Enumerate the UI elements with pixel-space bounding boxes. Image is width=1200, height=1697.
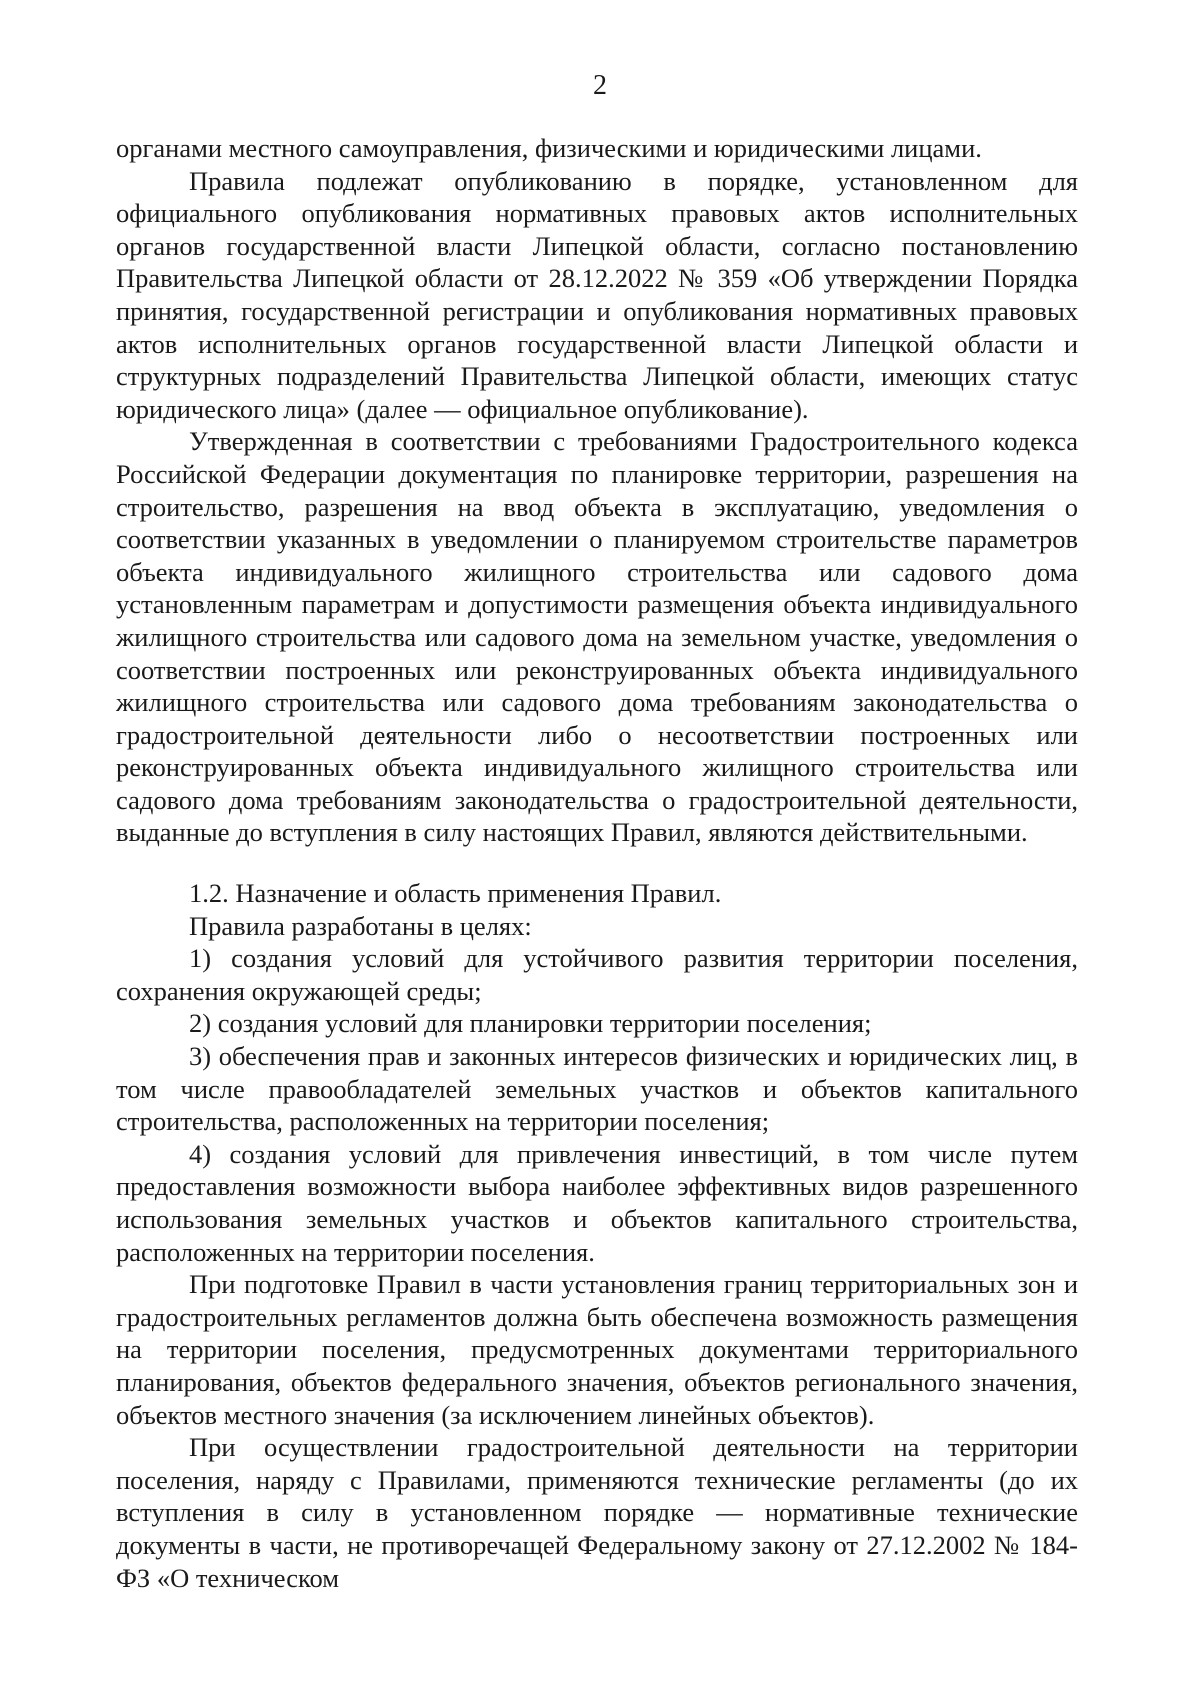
list-item-2: 2) создания условий для планировки территории поселения; <box>189 1008 872 1039</box>
paragraph-goals-intro: Правила разработаны в целях: <box>189 910 532 941</box>
document-body <box>116 132 1078 1594</box>
list-item-4: 4) создания условий для привлечения инвестиций, в том числе путем предоставления возможности выбора наиболее эффективных видов разрешенного использования земельных участков и объектов капитального строительства, расположенных на территории поселения. <box>116 1138 1078 1267</box>
list-item-3: 3) обеспечения прав и законных интересов физических и юридических лиц, в том числе правообладателей земельных участков и объектов капитального строительства, расположенных на территории поселения; <box>116 1041 1078 1137</box>
paragraph-documentation-validity: Утвержденная в соответствии с требованиями Градостроительного кодекса Российской Федерации документация по планировке территории, разрешения на строительство, разрешения на ввод объекта в эксплуатацию, уведомления о соответствии указанных в уведомлении о планируемом строительстве параметров объекта индивидуального жилищного строительства или садового дома установленным параметрам и допустимости размещения объекта индивидуального жилищного строительства или садового дома на земельном участке, уведомления о соответствии построенных или реконструированных объекта индивидуального жилищного строительства или садового дома требованиям законодательства о градостроительной деятельности либо о несоответствии построенных или реконструированных объекта индивидуального жилищного строительства или садового дома требованиям законодательства о градостроительной деятельности, выданные до вступления в силу настоящих Правил, являются действительными. <box>116 426 1078 848</box>
paragraph-continuation: органами местного самоуправления, физическими и юридическими лицами. <box>116 133 982 163</box>
list-item-1: 1) создания условий для устойчивого развития территории поселения, сохранения окружающей среды; <box>116 943 1078 1006</box>
paragraph-zones-regulations: При подготовке Правил в части установления границ территориальных зон и градостроительных регламентов должна быть обеспечена возможность размещения на территории поселения, предусмотренных документами территориального планирования, объектов федерального значения, объектов регионального значения, объектов местного значения (за исключением линейных объектов). <box>116 1269 1078 1430</box>
paragraph-publication: Правила подлежат опубликованию в порядке, установленном для официального опубликования нормативных правовых актов исполнительных органов государственной власти Липецкой области, согласно постановлению Правительства Липецкой области от 28.12.2022 № 359 «Об утверждении Порядка принятия, государственной регистрации и опубликования нормативных правовых актов исполнительных органов государственной власти Липецкой области и структурных подразделений Правительства Липецкой области, имеющих статус юридического лица» (далее — официальное опубликование). <box>116 165 1078 424</box>
section-heading-1-2: 1.2. Назначение и область применения Правил. <box>189 878 722 909</box>
page-number: 2 <box>593 70 607 101</box>
paragraph-technical-regulations: При осуществлении градостроительной деятельности на территории поселения, наряду с Правилами, применяются технические регламенты (до их вступления в силу в установленном порядке — нормативные технические документы в части, не противоречащей Федеральному закону от 27.12.2002 № 184-ФЗ «О техническом <box>116 1432 1078 1593</box>
